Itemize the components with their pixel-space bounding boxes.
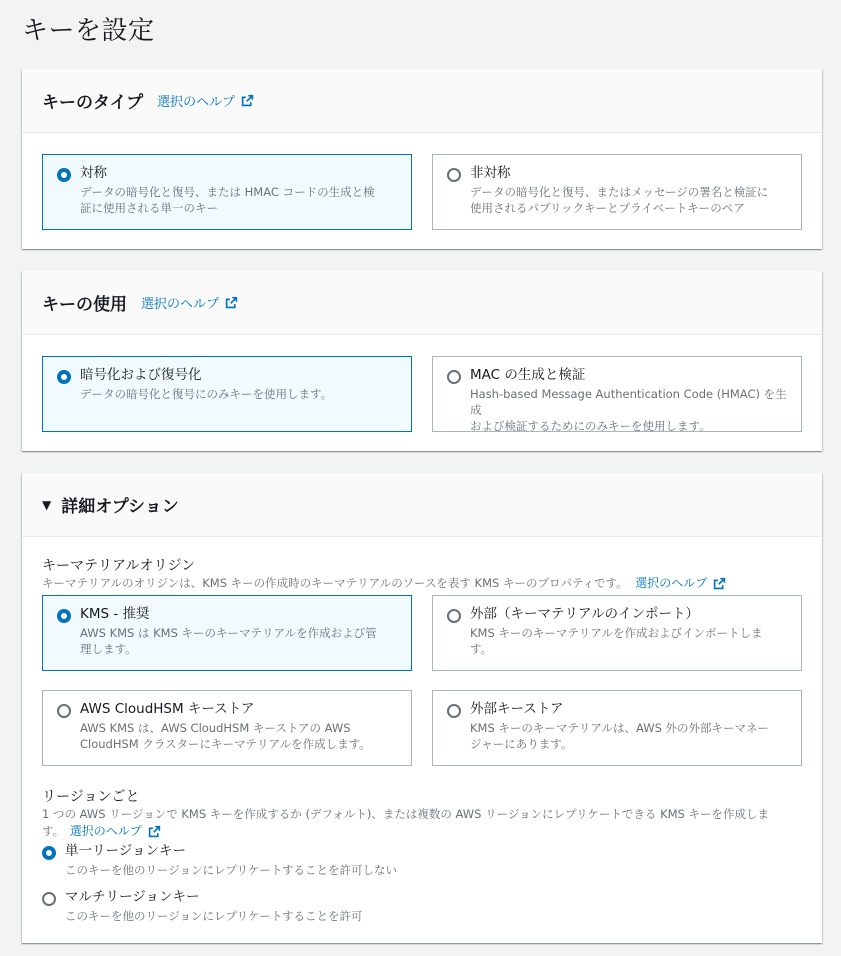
option-single-region[interactable] <box>42 843 397 878</box>
tile-desc: データの暗号化と復号にのみキーを使用します。 <box>80 387 333 401</box>
tile-origin-external-store[interactable] <box>432 690 802 766</box>
origin-label: キーマテリアルオリジン <box>42 558 196 574</box>
regionality-label: リージョンごと <box>42 789 140 805</box>
option-desc: このキーを他のリージョンにレプリケートすることを許可 <box>65 909 363 923</box>
origin-help-link[interactable]: 選択のヘルプ <box>635 575 726 592</box>
tile-desc: データの暗号化と復号、または HMAC コードの生成と検 証に使用される単一のキー <box>80 185 375 215</box>
tile-desc: Hash-based Message Authentication Code (HMAC) を生成 および検証するためにのみキーを使用します。 <box>470 387 787 433</box>
tile-label: 外部（キーマテリアルのインポート） <box>470 606 699 622</box>
tile-label: KMS - 推奨 <box>80 606 150 622</box>
radio-origin-cloudhsm[interactable] <box>57 704 71 718</box>
help-link-text[interactable]: 選択のヘルプ <box>157 95 236 110</box>
radio-mac[interactable] <box>447 370 461 384</box>
tile-mac[interactable] <box>432 356 802 432</box>
tile-label: 対称 <box>80 165 107 181</box>
tile-label: MAC の生成と検証 <box>470 367 586 383</box>
tile-origin-external[interactable] <box>432 595 802 671</box>
tile-asymmetric[interactable] <box>432 154 802 230</box>
radio-origin-external[interactable] <box>447 609 461 623</box>
key-type-title: キーのタイプ <box>42 93 144 113</box>
tile-label: AWS CloudHSM キーストア <box>80 701 255 717</box>
tile-label: 暗号化および復号化 <box>80 367 202 383</box>
origin-desc: キーマテリアルのオリジンは、KMS キーの作成時のキーマテリアルのソースを表す KMS キーのプロパティです。 選択のヘルプ <box>42 575 802 592</box>
radio-asymmetric[interactable] <box>447 168 461 182</box>
tile-label: 非対称 <box>470 165 511 181</box>
key-type-panel <box>22 69 822 249</box>
tile-symmetric[interactable] <box>42 154 412 230</box>
advanced-options-header[interactable] <box>22 473 822 537</box>
radio-origin-kms[interactable] <box>57 609 71 623</box>
tile-desc: AWS KMS は KMS キーのキーマテリアルを作成および管 理します。 <box>80 626 377 656</box>
tile-encrypt-decrypt[interactable] <box>42 356 412 432</box>
external-link-icon <box>713 577 726 590</box>
origin-field <box>42 555 802 592</box>
key-usage-header <box>22 271 822 335</box>
tile-desc: AWS KMS は、AWS CloudHSM キーストアの AWS CloudHSM クラスターにキーマテリアルを作成します。 <box>80 721 371 751</box>
radio-encrypt-decrypt[interactable] <box>57 370 71 384</box>
external-link-icon <box>148 825 161 838</box>
advanced-options-panel <box>22 473 822 943</box>
key-type-header <box>22 69 822 133</box>
external-link-icon <box>225 296 238 309</box>
regionality-field <box>42 786 812 840</box>
tile-desc: KMS キーのキーマテリアルは、AWS 外の外部キーマネー ジャーにあります。 <box>470 721 770 751</box>
tile-origin-kms[interactable] <box>42 595 412 671</box>
option-desc: このキーを他のリージョンにレプリケートすることを許可しない <box>65 863 398 877</box>
key-type-help-link[interactable] <box>157 91 254 110</box>
key-usage-panel <box>22 271 822 451</box>
radio-origin-external-store[interactable] <box>447 704 461 718</box>
key-usage-help-link[interactable] <box>141 293 238 312</box>
regionality-help-link[interactable]: 選択のヘルプ <box>70 823 161 840</box>
radio-single-region[interactable] <box>42 846 56 860</box>
tile-origin-cloudhsm[interactable] <box>42 690 412 766</box>
external-link-icon <box>241 94 254 107</box>
radio-multi-region[interactable] <box>42 892 56 906</box>
tile-desc: データの暗号化と復号、またはメッセージの署名と検証に 使用されるパブリックキーとプライベートキーのペア <box>470 185 769 215</box>
regionality-desc: 1 つの AWS リージョンで KMS キーを作成するか (デフォルト)、または複数の AWS リージョンにレプリケートできる KMS キーを作成しま す。 選択のヘルプ <box>42 807 769 838</box>
tile-desc: KMS キーのキーマテリアルを作成およびインポートしま す。 <box>470 626 763 656</box>
option-label: 単一リージョンキー <box>65 843 186 859</box>
radio-symmetric[interactable] <box>57 168 71 182</box>
option-label: マルチリージョンキー <box>65 889 200 905</box>
page-title: キーを設定 <box>22 16 155 46</box>
caret-down-icon[interactable]: ▼ <box>42 497 52 512</box>
help-link-text[interactable]: 選択のヘルプ <box>141 297 220 312</box>
tile-label: 外部キーストア <box>470 701 564 717</box>
option-multi-region[interactable] <box>42 889 363 924</box>
key-usage-title: キーの使用 <box>42 295 127 315</box>
advanced-options-title[interactable]: 詳細オプション <box>61 497 179 517</box>
